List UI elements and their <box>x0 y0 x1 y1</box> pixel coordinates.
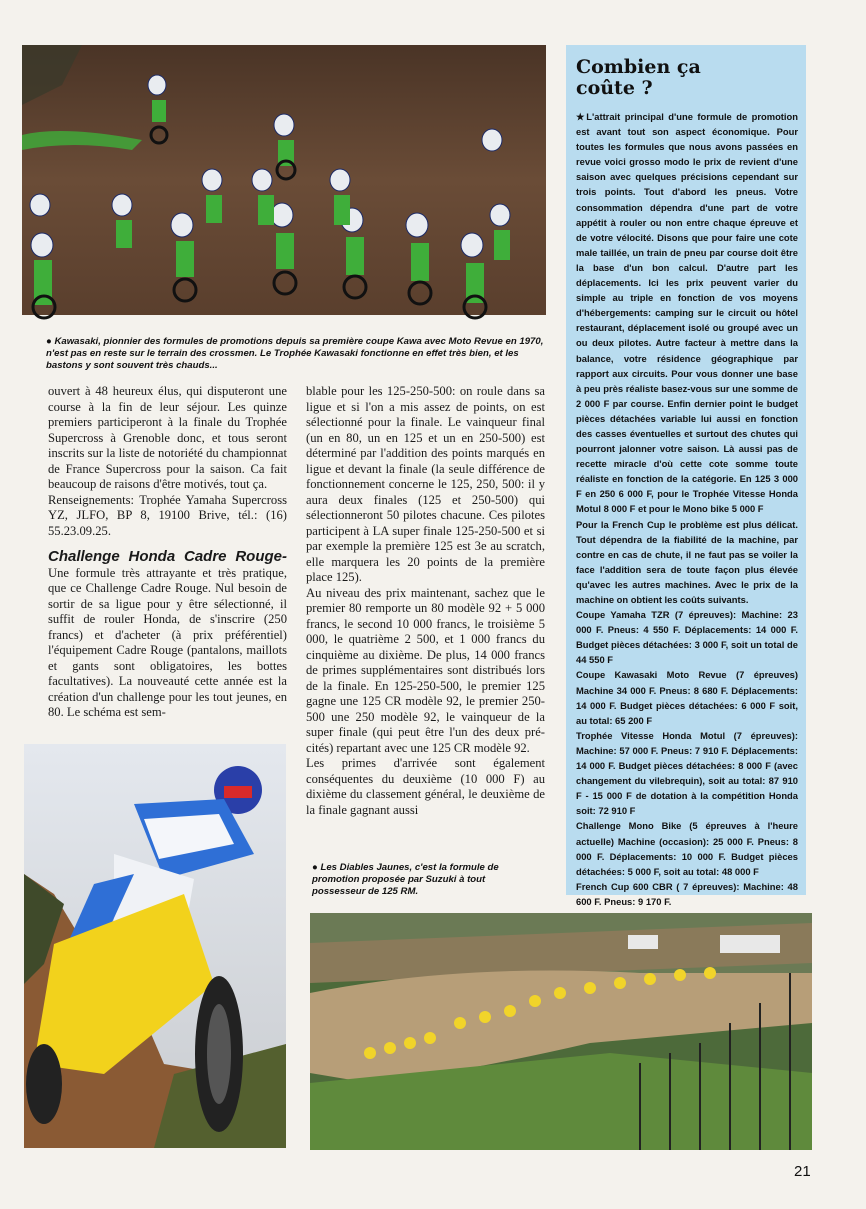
sidebar-paragraph: Coupe Yamaha TZR (7 épreuves): Machine: 23 000 F. Pneus: 4 550 F. Déplacements: 14 000 F. Budget pièces détachées: 3 000 F, soit un total de 44 550 F <box>576 609 798 666</box>
col1-paragraph: Renseignements: Trophée Yamaha Supercross YZ, JLFO, BP 8, 19100 Brive, tél.: (16) 55.23.09.25. <box>48 492 287 538</box>
sidebar-paragraph: Trophée Vitesse Honda Motul (7 épreuves): Machine: 57 000 F. Pneus: 7 910 F. Déplacements: 14 000 F. Budget pièces détachées: 8 000 F (avec changement du vilebrequin), soit au total: 87 910 F - 15 000 F de dotation à la compétition Honda soit: 72 910 F <box>576 729 798 817</box>
sidebar-paragraph: ★L'attrait principal d'une formule de promotion est avant tout son aspect économique. Pour toutes les formules que nous avons passées en revue voici grosso modo le prix de revient d'une saison avec quelques précisions cependant sur trois points. Tout d'abord les pneus. Votre consommation dépendra d'une part de votre appétit à rouler ou non entre chaque épreuve et de votre vélocité. Disons que pour faire une cote male taillée, un train de pneu par course doit être la base d'un bon calcul. D'autre part les déplacements. Ici les prix peuvent varier du simple au triple en fonction de vos moyens d'hébergements: camping sur le circuit ou hôtel restaurant, déplacement isolé ou groupé avec un ou deux pilotes. Autre facteur à mettre dans la balance, votre résidence géographique par rapport aux circuits. Pour vous donner une base à peu près réaliste basez-vous sur une somme de 2 000 F par course. Enfin dernier point le budget pièces détachées variable lui aussi en fonction des casses éventuelles et surtout des chutes qui pourront jalonner votre saison. Là aussi pas de recette miracle d'où cette cote somme toute réaliste en fonction de la catégorie. En 125 3 000 F en 250 6 000 F, pour le Trophée Vitesse Honda Motul 8 000 F et pour le Mono bike 5 000 F <box>576 111 798 515</box>
article-column-2 <box>306 384 545 818</box>
article-column-1 <box>48 384 287 721</box>
sidebar-title: Combien ça coûte ? <box>576 56 701 99</box>
kawasaki-motocross-photo <box>22 45 546 315</box>
sidebar-paragraph: Coupe Kawasaki Moto Revue (7 épreuves) Machine 34 000 F. Pneus: 8 680 F. Déplacements: 14 000 F. Budget pièces détachées: 6 000 F soit, au total: 65 200 F <box>576 669 798 726</box>
cost-sidebar <box>566 45 806 907</box>
subheading-honda: Challenge Honda Cadre Rouge- <box>48 548 287 565</box>
col1-paragraph: Une formule très attrayante et très pratique, que ce Challenge Cadre Rouge. Nul besoin de sortir de sa ligue pour y être sélectionné, il suffit de rouler Honda, de s'inscrire (250 francs) et d'acheter (à prix préférentiel) l'équipement Cadre Rouge (pantalons, maillots et gants sont obligatoires, les bottes facultatives). La nouveauté cette année est la création d'un challenge pour les tout jeunes, en 80. Le schéma est sem- <box>48 565 287 719</box>
diables-jaunes-photo <box>310 913 812 1150</box>
sidebar-paragraph: Challenge Mono Bike (5 épreuves à l'heure actuelle) Machine (occasion): 25 000 F. Pneus: 8 000 F. Déplacements: 10 000 F. Budget pièces détachées: 5 000 F, soit au total: 48 000 F <box>576 820 798 877</box>
jumping-rider-photo <box>24 744 286 1148</box>
page-number: 21 <box>794 1163 811 1180</box>
sidebar-paragraph: French Cup 600 CBR ( 7 épreuves): Machine: 48 600 F. Pneus: 9 170 F. <box>576 880 798 907</box>
col2-paragraph: Au niveau des prix maintenant, sachez que le premier 80 remporte un 80 modèle 92 + 5 000 francs, le second 10 000 francs, le troisième 5 000, le quatrième 2 500, et 1 000 francs du cinquième au dixième. De plus, 14 000 francs de primes supplémentaires sont distribués lors de la finale. En 125-250-500, le premier 125 gagne une 125 CR modèle 92, le premier 250-500 une 250 modèle 92, le vainqueur de la super finale (qui peut être l'un des deux pré-cités) repartant avec une 125 CR modèle 92. <box>306 585 545 755</box>
sidebar-paragraph: Pour la French Cup le problème est plus délicat. Tout dépendra de la fiabilité de la machine, par contre en cas de chute, il ne faut pas se voiler la face l'addition sera de toute façon plus élevée qu'avec les autres machines. Avec le prix de la machine on obtient les coûts suivants. <box>576 518 798 605</box>
col2-paragraph: blable pour les 125-250-500: on roule dans sa ligue et si l'on a mis assez de points, on est sélectionné pour la finale. Le vainqueur final (un en 80, un en 125 et un en 250-500) est déterminé par l'addition des points marqués en ligue et devant la finale (la seule différence de fonctionnement concerne le 125, 250, 500: il y aura deux finales (125 et 250-500) qui sélectionneront 50 pilotes chacune. Ces pilotes participent à LA super finale 125-250-500 et si par exemple la première 125 est 3e au scratch, elle marquera les 20 points de la première place 125). <box>306 384 545 584</box>
bottom-photo-caption: ● Les Diables Jaunes, c'est la formule de promotion proposée par Suzuki à tout possesseur de 125 RM. <box>312 862 499 898</box>
col2-paragraph: Les primes d'arrivée sont également conséquentes du deuxième (10 000 F) au dixième du classement général, le deuxième de la finale gagnant aussi <box>306 756 545 817</box>
top-photo-caption: ● Kawasaki, pionnier des formules de promotions depuis sa première coupe Kawa avec Moto Revue en 1970, n'est pas en reste sur le terrain des crossmen. Le Trophée Kawasaki fonctionne en effet très bien, et les bastons y sont souvent très chauds... <box>46 336 544 372</box>
col1-paragraph: ouvert à 48 heureux élus, qui disputeront une course à la fin de leur séjour. Les quinze premiers participeront à la finale du Trophée Supercross à Grenoble donc, et tous seront inscrits sur la liste de notoriété du championnat de France Supercross pour la saison. Ca fait beaucoup de raisons d'être motivés, tout ça. <box>48 384 287 491</box>
